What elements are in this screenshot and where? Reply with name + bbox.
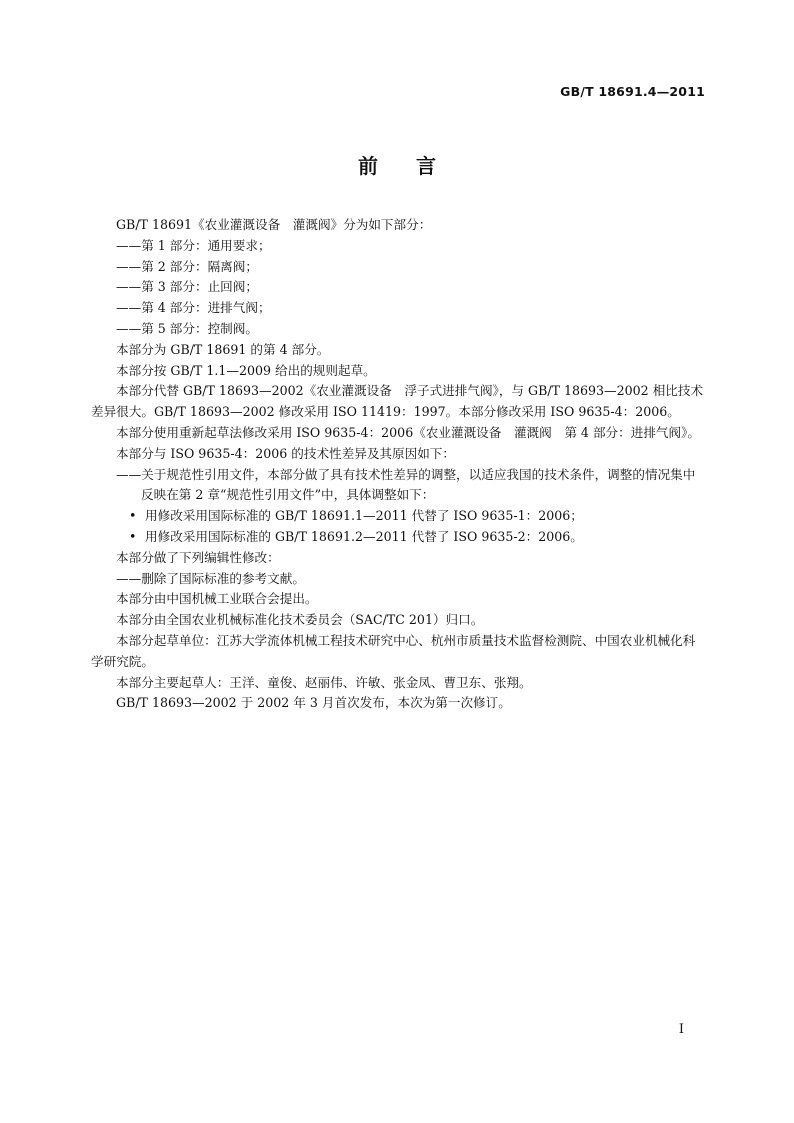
list-item-bibliography: ——删除了国际标准的参考文献。 — [116, 570, 305, 586]
list-item-part-1: ——第 1 部分：通用要求； — [116, 237, 271, 253]
bullet-icon: • — [129, 528, 137, 544]
page-number: I — [678, 1022, 684, 1037]
paragraph-parts-intro: GB/T 18691《农业灌溉设备 灌溉阀》分为如下部分： — [116, 217, 432, 232]
list-item-part-3: ——第 3 部分：止回阀； — [116, 279, 258, 295]
standard-code: GB/T 18691.4—2011 — [560, 84, 705, 99]
bullet-text-1: 用修改采用国际标准的 GB/T 18691.1—2011 代替了 ISO 9635-1：2006； — [145, 508, 583, 524]
paragraph-redrafting: 本部分使用重新起草法修改采用 ISO 9635-4：2006《农业灌溉设备 灌溉阀 第 4 部分：进排气阀》。 — [116, 424, 700, 440]
bullet-item-2 — [91, 527, 705, 548]
list-item-normative-refs: ——关于规范性引用文件，本部分做了具有技术性差异的调整，以适应我国的技术条件，调整的情况集中反映在第 2 章“规范性引用文件”中，具体调整如下： — [116, 466, 696, 503]
bullet-text-2: 用修改采用国际标准的 GB/T 18691.2—2011 代替了 ISO 9635-2：2006。 — [145, 528, 583, 544]
foreword-body — [91, 215, 705, 714]
list-item-part-4: ——第 4 部分：进排气阀； — [116, 300, 271, 316]
paragraph-drafters: 本部分主要起草人：王洋、童俊、赵丽伟、许敏、张金凤、曹卫东、张翔。 — [116, 674, 532, 690]
page-title — [0, 150, 794, 179]
paragraph-part-number: 本部分为 GB/T 18691 的第 4 部分。 — [116, 341, 330, 357]
paragraph-drafting-units: 本部分起草单位：江苏大学流体机械工程技术研究中心、杭州市质量技术监督检测院、中国农业机械化科学研究院。 — [91, 632, 696, 669]
bullet-icon: • — [129, 508, 137, 524]
paragraph-differences: 本部分与 ISO 9635-4：2006 的技术性差异及其原因如下： — [116, 445, 455, 461]
list-item-part-2: ——第 2 部分：隔离阀； — [116, 258, 258, 274]
paragraph-drafting-rules: 本部分按 GB/T 1.1—2009 给出的规则起草。 — [116, 362, 376, 378]
paragraph-administered-by: 本部分由全国农业机械标准化技术委员会（SAC/TC 201）归口。 — [116, 612, 484, 628]
paragraph-replaces: 本部分代替 GB/T 18693—2002《农业灌溉设备 浮子式进排气阀》，与 GB/T 18693—2002 相比技术差异很大。GB/T 18693—2002 修改采用 ISO 11419：1997。本部分修改采用 ISO 9635-4：2006。 — [91, 383, 704, 420]
bullet-item-1 — [91, 506, 705, 527]
paragraph-history: GB/T 18693—2002 于 2002 年 3 月首次发布，本次为第一次修订。 — [116, 695, 511, 711]
paragraph-proposed-by: 本部分由中国机械工业联合会提出。 — [116, 591, 318, 607]
paragraph-editorial: 本部分做了下列编辑性修改： — [116, 549, 280, 565]
title-char-1: 前 — [358, 154, 378, 178]
list-item-part-5: ——第 5 部分：控制阀。 — [116, 320, 258, 336]
title-char-2: 言 — [416, 154, 436, 178]
